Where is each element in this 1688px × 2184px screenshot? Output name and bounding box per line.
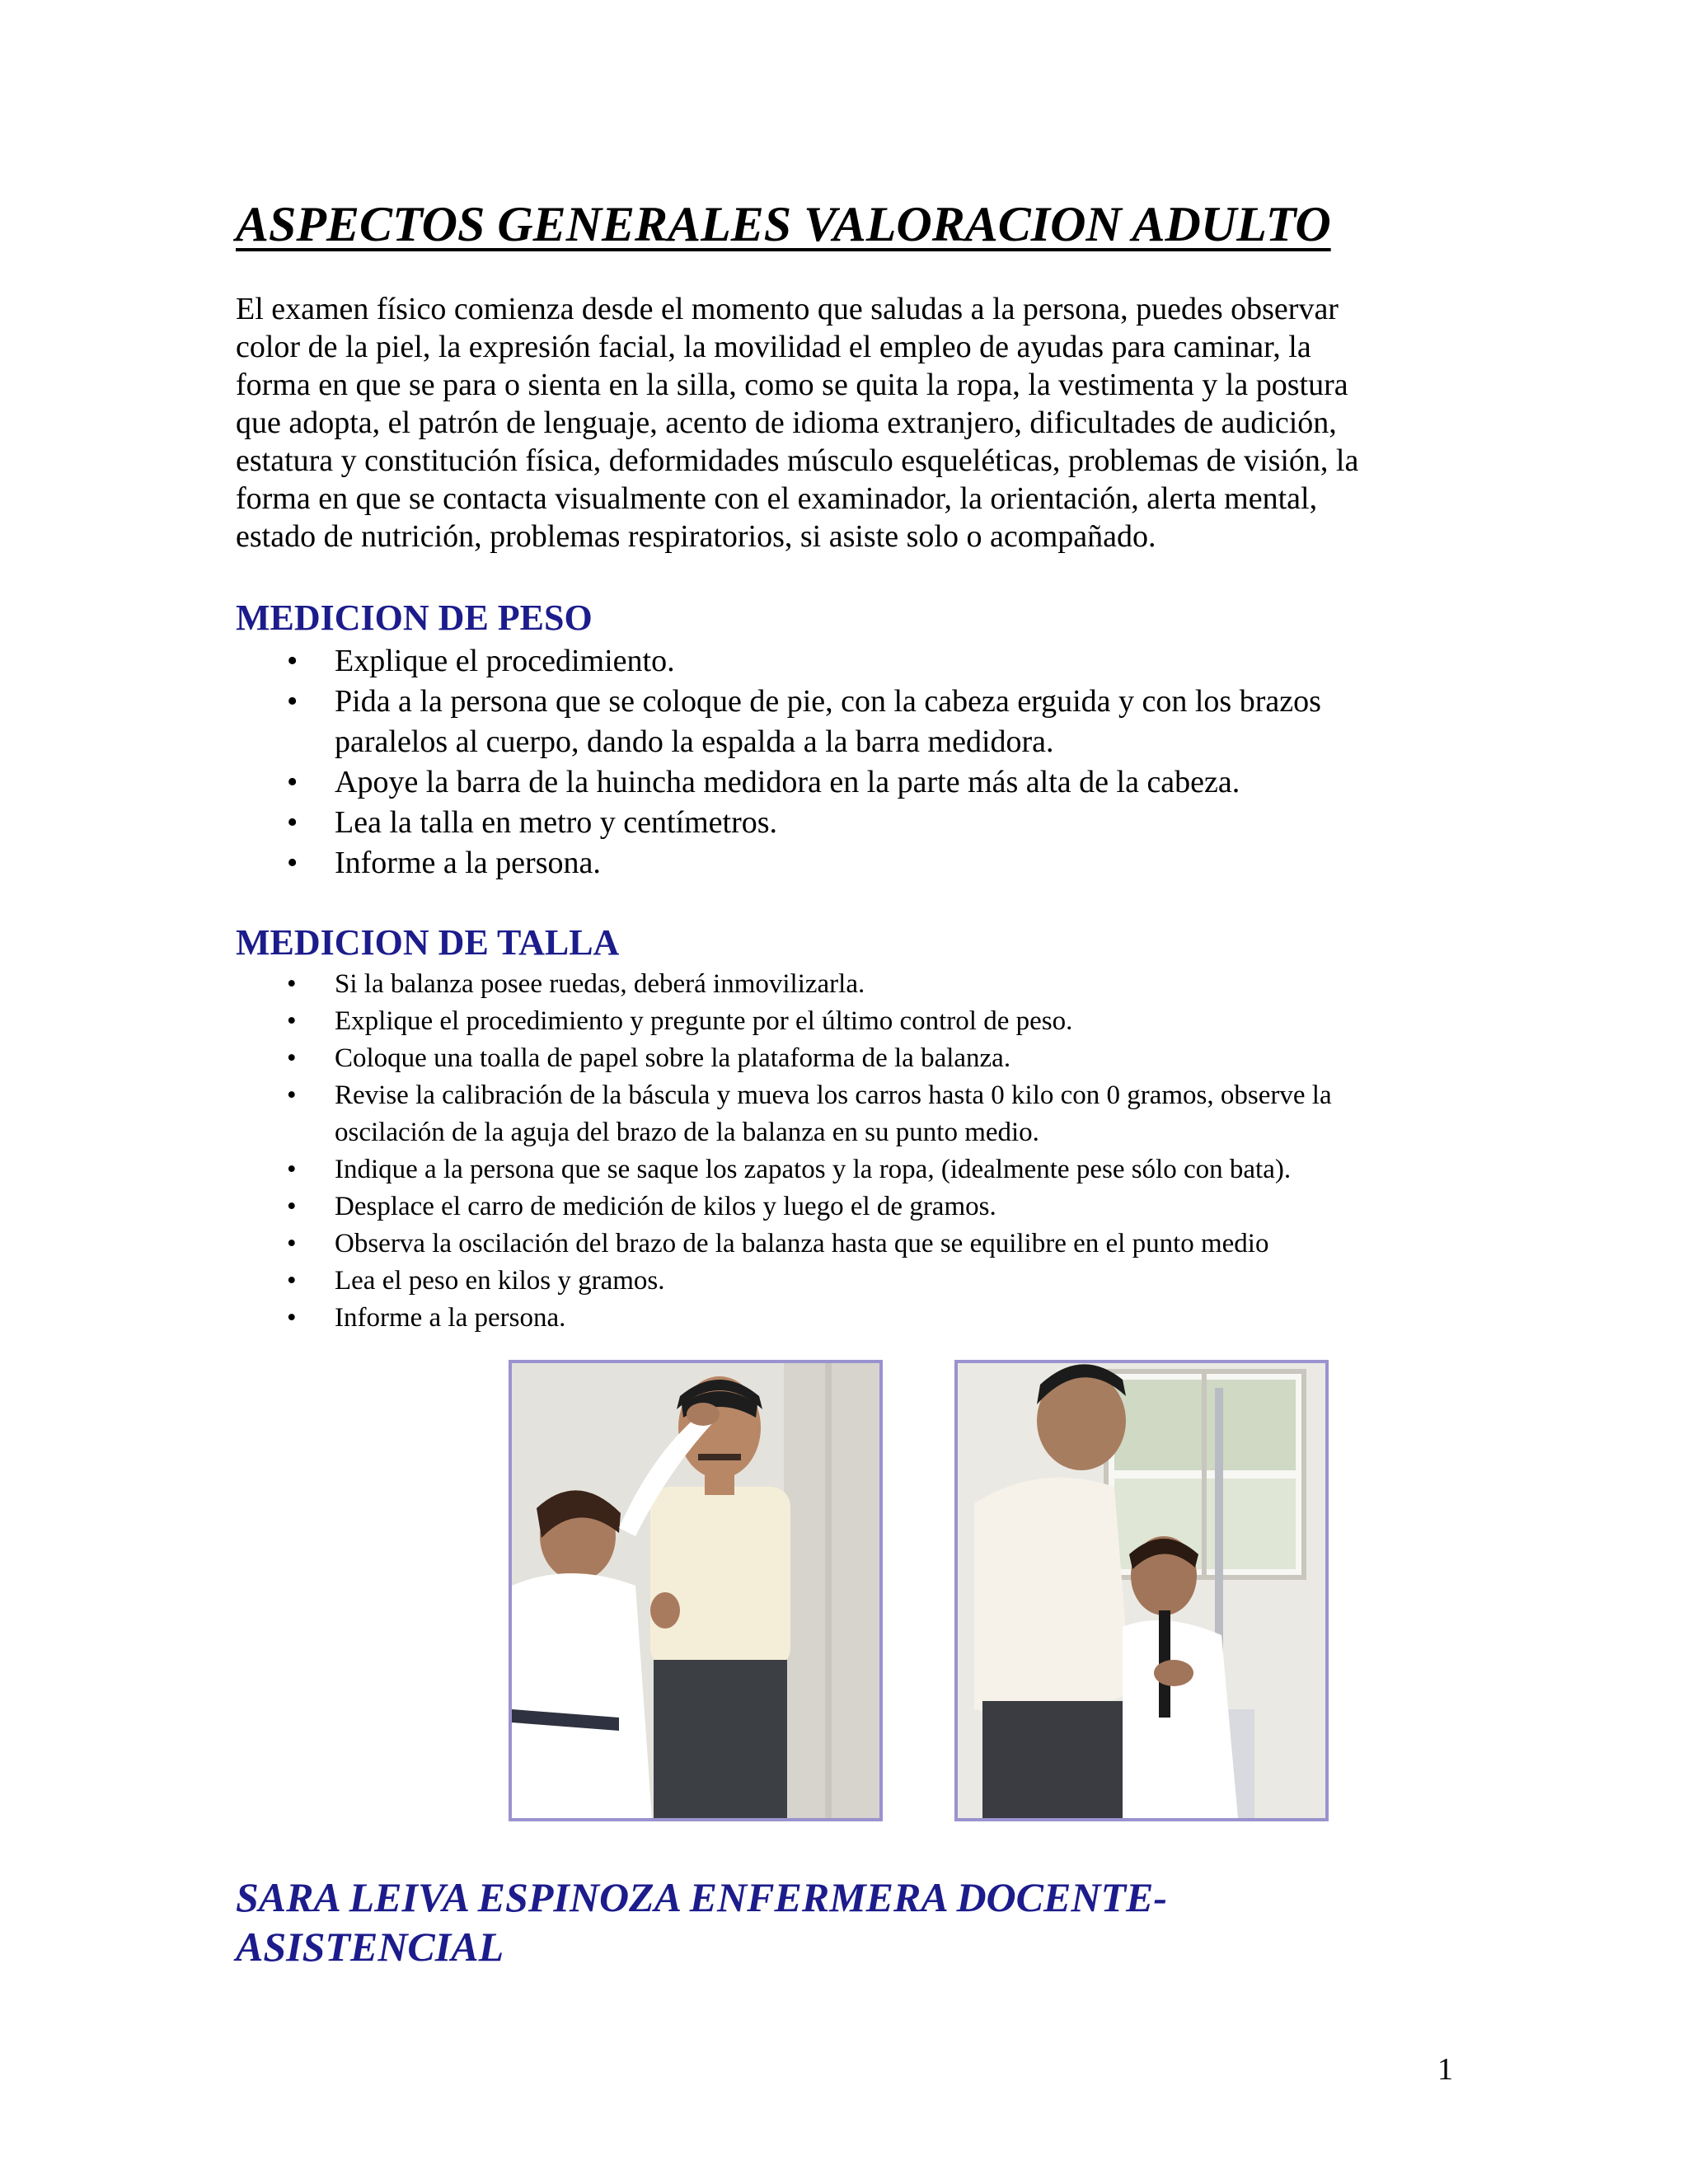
bullet-icon: • [287, 969, 297, 999]
document-title: ASPECTOS GENERALES VALORACION ADULTO [236, 197, 1331, 251]
list-item-text: Si la balanza posee ruedas, deberá inmovilizarla. [335, 969, 865, 999]
bullet-icon: • [287, 846, 298, 880]
weight-measurement-illustration [958, 1363, 1325, 1818]
list-item-text: Apoye la barra de la huincha medidora en la parte más alta de la cabeza. [335, 765, 1240, 799]
intro-line: que adopta, el patrón de lenguaje, acento de idioma extranjero, dificultades de audición, [236, 405, 1337, 440]
list-item-text: Desplace el carro de medición de kilos y luego el de gramos. [335, 1192, 996, 1221]
intro-line: estado de nutrición, problemas respiratorios, si asiste solo o acompañado. [236, 519, 1156, 554]
bullet-icon: • [287, 1155, 297, 1184]
list-item-text: Explique el procedimiento. [335, 644, 675, 678]
author-signature [236, 1872, 1167, 1971]
bullet-icon: • [287, 1006, 297, 1036]
list-item-text: Lea el peso en kilos y gramos. [335, 1266, 665, 1296]
list-item [236, 762, 1489, 803]
talla-steps-list [236, 966, 1489, 1337]
intro-line: El examen físico comienza desde el momento que saludas a la persona, puedes observar [236, 292, 1339, 326]
list-item [236, 1188, 1489, 1226]
intro-line: forma en que se contacta visualmente con el examinador, la orientación, alerta mental, [236, 481, 1318, 516]
list-item [236, 803, 1489, 843]
height-measurement-photo [509, 1360, 883, 1821]
page-number: 1 [1437, 2052, 1453, 2087]
list-item [236, 1226, 1489, 1263]
bullet-icon: • [287, 1080, 297, 1110]
bullet-icon: • [287, 684, 298, 719]
bullet-icon: • [287, 765, 298, 799]
peso-steps-list [236, 641, 1489, 883]
section-heading-peso: MEDICION DE PESO [236, 598, 593, 638]
list-item-text: Pida a la persona que se coloque de pie, con la cabeza erguida y con los brazos [335, 684, 1321, 719]
bullet-icon: • [287, 1266, 297, 1296]
list-item-text: Informe a la persona. [335, 1303, 566, 1333]
list-item [236, 682, 1489, 762]
list-item-text: Informe a la persona. [335, 846, 601, 880]
list-item-text: oscilación de la aguja del brazo de la balanza en su punto medio. [335, 1118, 1039, 1147]
list-item-text: Lea la talla en metro y centímetros. [335, 805, 778, 840]
list-item-text: Indique a la persona que se saque los zapatos y la ropa, (idealmente pese sólo con bata). [335, 1155, 1292, 1184]
list-item [236, 641, 1489, 682]
intro-paragraph [236, 290, 1472, 555]
intro-line: forma en que se para o sienta en la silla, como se quita la ropa, la vestimenta y la postura [236, 368, 1348, 402]
bullet-icon: • [287, 1043, 297, 1073]
list-item-text: Revise la calibración de la báscula y mueva los carros hasta 0 kilo con 0 gramos, observe la [335, 1080, 1332, 1110]
intro-line: estatura y constitución física, deformidades músculo esqueléticas, problemas de visión, la [236, 443, 1359, 478]
bullet-icon: • [287, 1192, 297, 1221]
list-item [236, 966, 1489, 1003]
list-item [236, 1077, 1489, 1151]
section-heading-talla: MEDICION DE TALLA [236, 922, 620, 963]
list-item [236, 1040, 1489, 1077]
list-item [236, 843, 1489, 883]
list-item-text: paralelos al cuerpo, dando la espalda a la barra medidora. [335, 724, 1054, 759]
list-item-text: Observa la oscilación del brazo de la balanza hasta que se equilibre en el punto medio [335, 1229, 1269, 1258]
weight-measurement-photo [954, 1360, 1329, 1821]
signature-line: SARA LEIVA ESPINOZA ENFERMERA DOCENTE- [236, 1874, 1168, 1920]
bullet-icon: • [287, 805, 298, 840]
list-item [236, 1003, 1489, 1040]
height-measurement-illustration [512, 1363, 879, 1818]
list-item-text: Coloque una toalla de papel sobre la plataforma de la balanza. [335, 1043, 1011, 1073]
bullet-icon: • [287, 1229, 297, 1258]
list-item-text: Explique el procedimiento y pregunte por el último control de peso. [335, 1006, 1073, 1036]
list-item [236, 1300, 1489, 1337]
bullet-icon: • [287, 1303, 297, 1333]
signature-line: ASISTENCIAL [236, 1924, 504, 1970]
bullet-icon: • [287, 644, 298, 678]
intro-line: color de la piel, la expresión facial, la movilidad el empleo de ayudas para caminar, la [236, 330, 1311, 364]
list-item [236, 1263, 1489, 1300]
list-item [236, 1151, 1489, 1188]
